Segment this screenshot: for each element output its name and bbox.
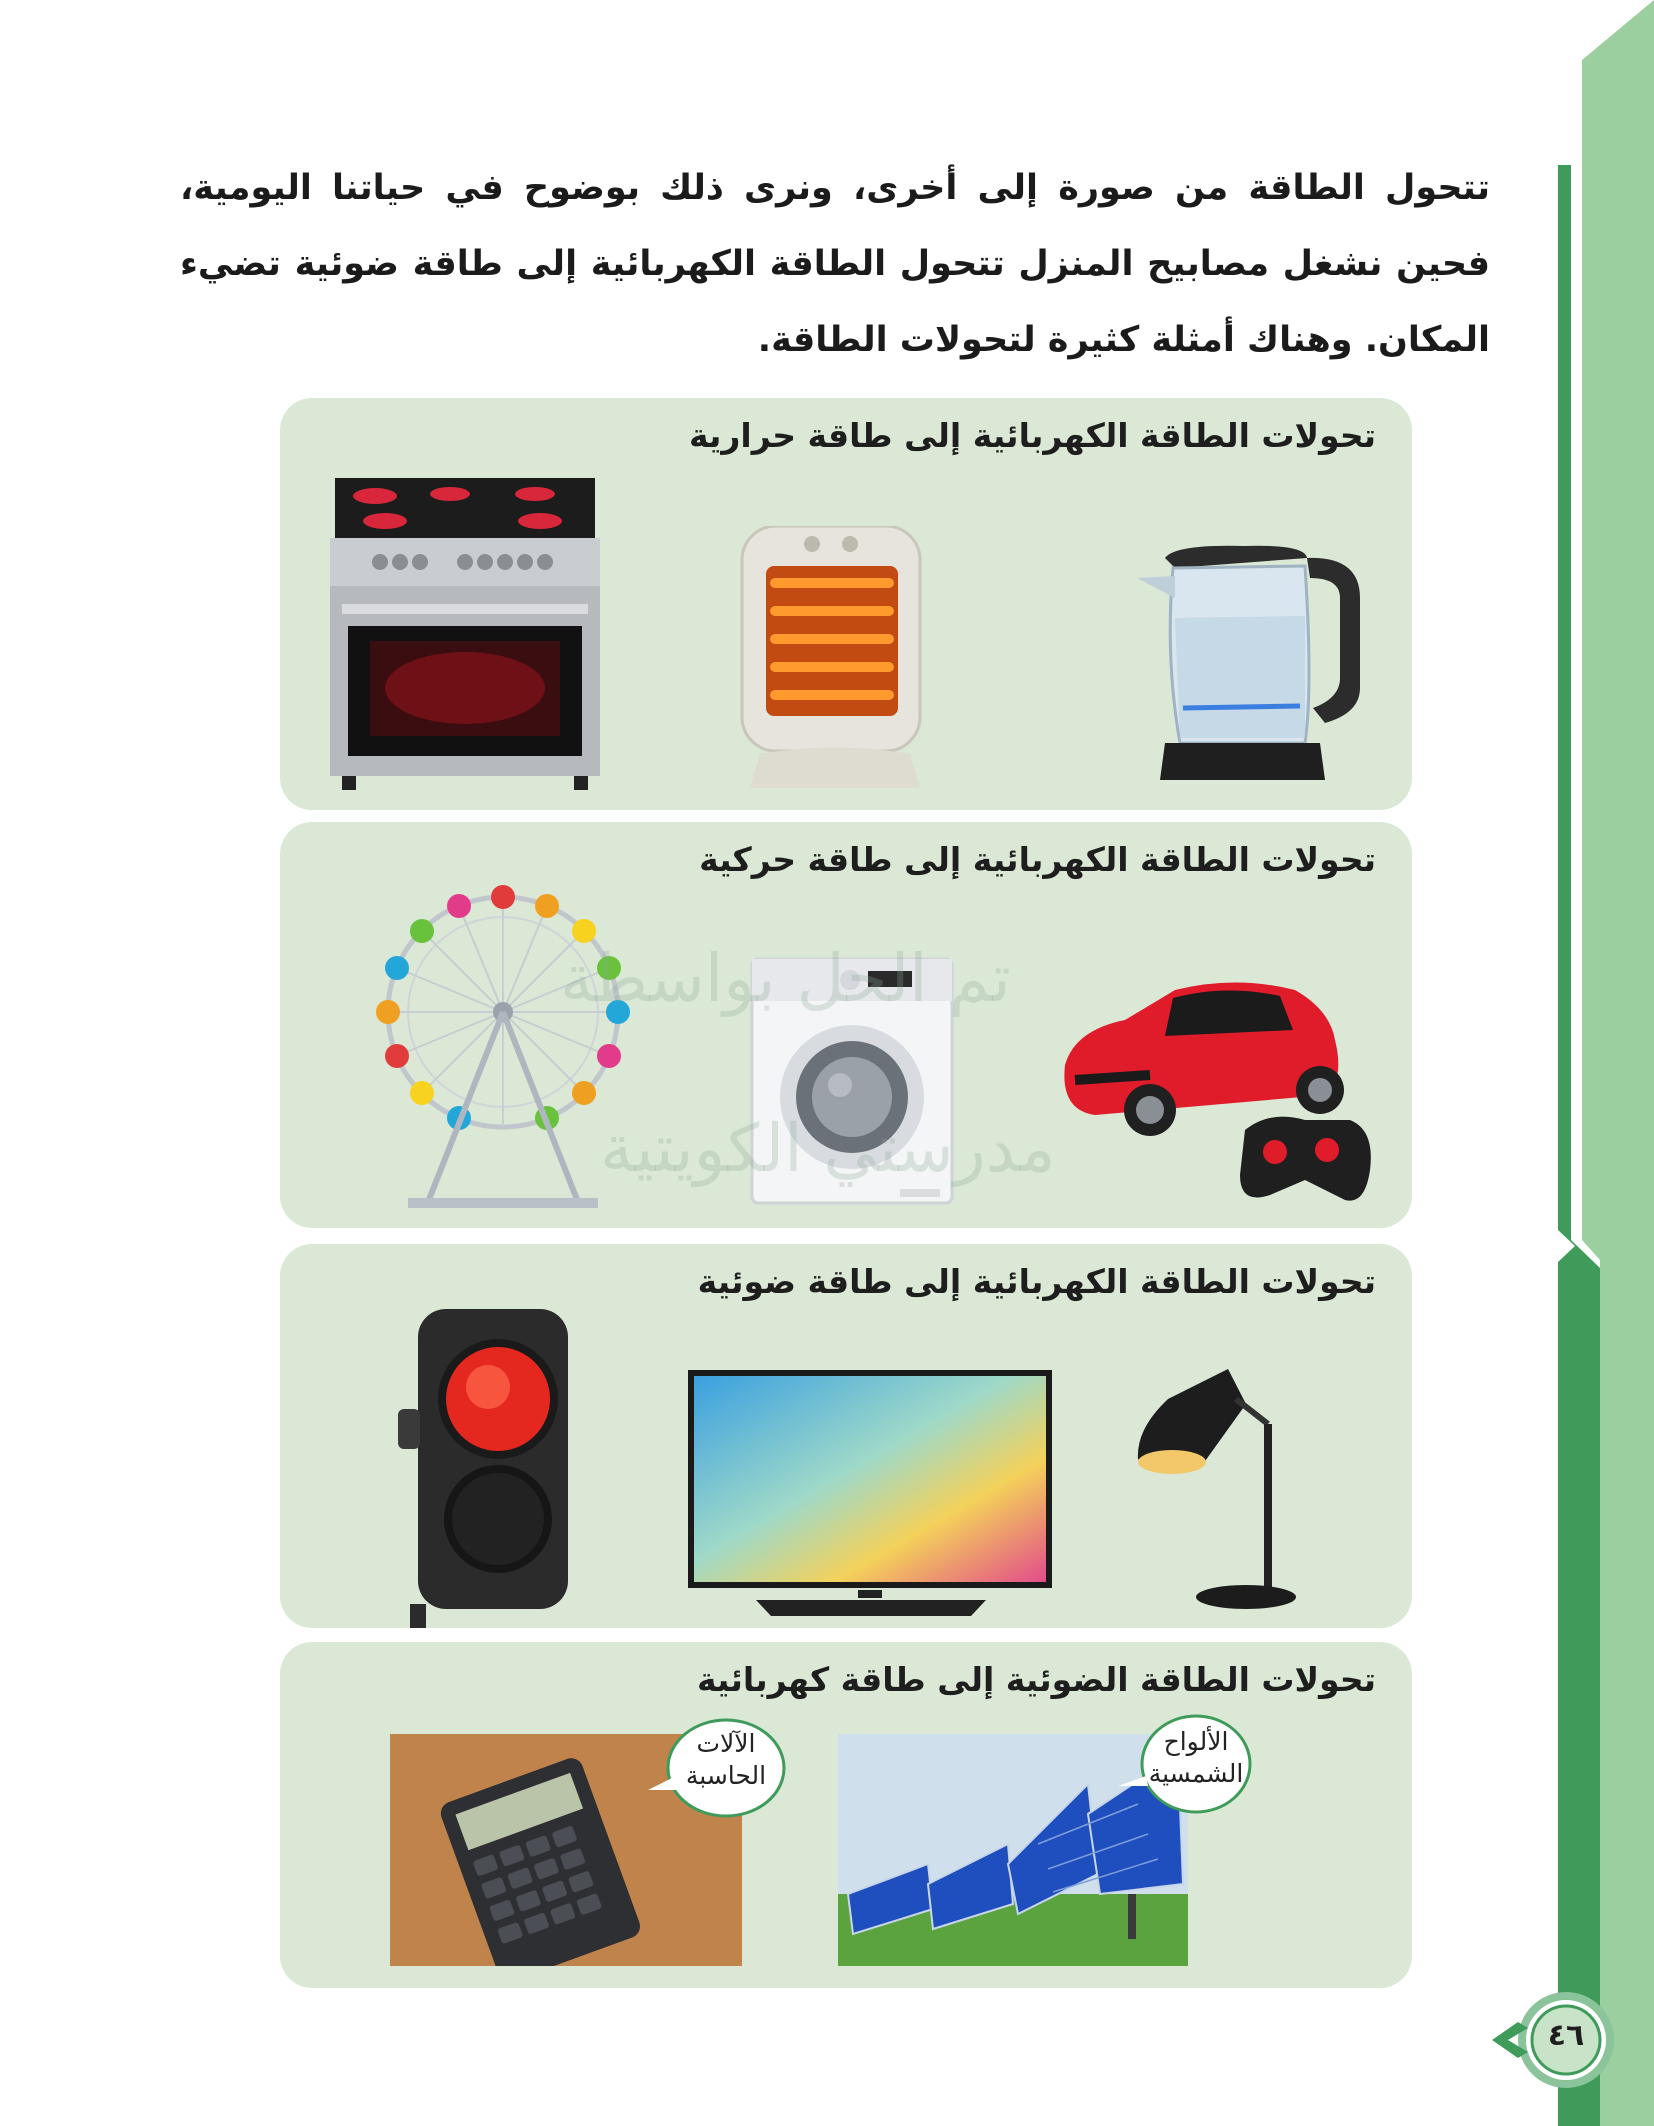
label-line: الشمسية xyxy=(1148,1759,1244,1788)
section-electric-to-light xyxy=(280,1244,1412,1628)
ferris-wheel-icon xyxy=(368,882,638,1217)
section-title: تحولات الطاقة الضوئية إلى طاقة كهربائية xyxy=(696,1660,1376,1699)
intro-paragraph: تتحول الطاقة من صورة إلى أخرى، ونرى ذلك بوضوح في حياتنا اليومية، فحين نشغل مصابيح المنزل تتحول الطاقة الكهربائية إلى طاقة ضوئية تضيء المكان. وهناك أمثلة كثيرة لتحولات الطاقة. xyxy=(180,168,1490,360)
remote-control-car-icon xyxy=(1055,970,1375,1215)
watermark-line: مدرستي الكويتية xyxy=(600,1110,1056,1187)
calculator-label xyxy=(665,1728,787,1792)
label-line: الألواح xyxy=(1163,1727,1229,1756)
label-line: الآلات xyxy=(696,1729,756,1758)
section-title: تحولات الطاقة الكهربائية إلى طاقة ضوئية xyxy=(697,1262,1376,1301)
section-light-to-electric xyxy=(280,1642,1412,1988)
solar-panels-label xyxy=(1140,1726,1252,1790)
label-line: الحاسبة xyxy=(685,1761,767,1790)
section-title: تحولات الطاقة الكهربائية إلى طاقة حرارية xyxy=(689,416,1376,455)
electric-stove-oven-icon xyxy=(330,476,600,794)
electric-heater-icon xyxy=(740,526,930,791)
electric-kettle-icon xyxy=(1135,538,1365,788)
desk-lamp-icon xyxy=(1128,1369,1298,1614)
watermark-line: تم الحل بواسطة xyxy=(560,940,1011,1017)
traffic-light-icon xyxy=(398,1309,588,1628)
section-electric-to-thermal xyxy=(280,398,1412,810)
television-icon xyxy=(686,1368,1056,1623)
page-number: ٤٦ xyxy=(1547,2018,1585,2053)
section-title: تحولات الطاقة الكهربائية إلى طاقة حركية xyxy=(699,840,1376,879)
